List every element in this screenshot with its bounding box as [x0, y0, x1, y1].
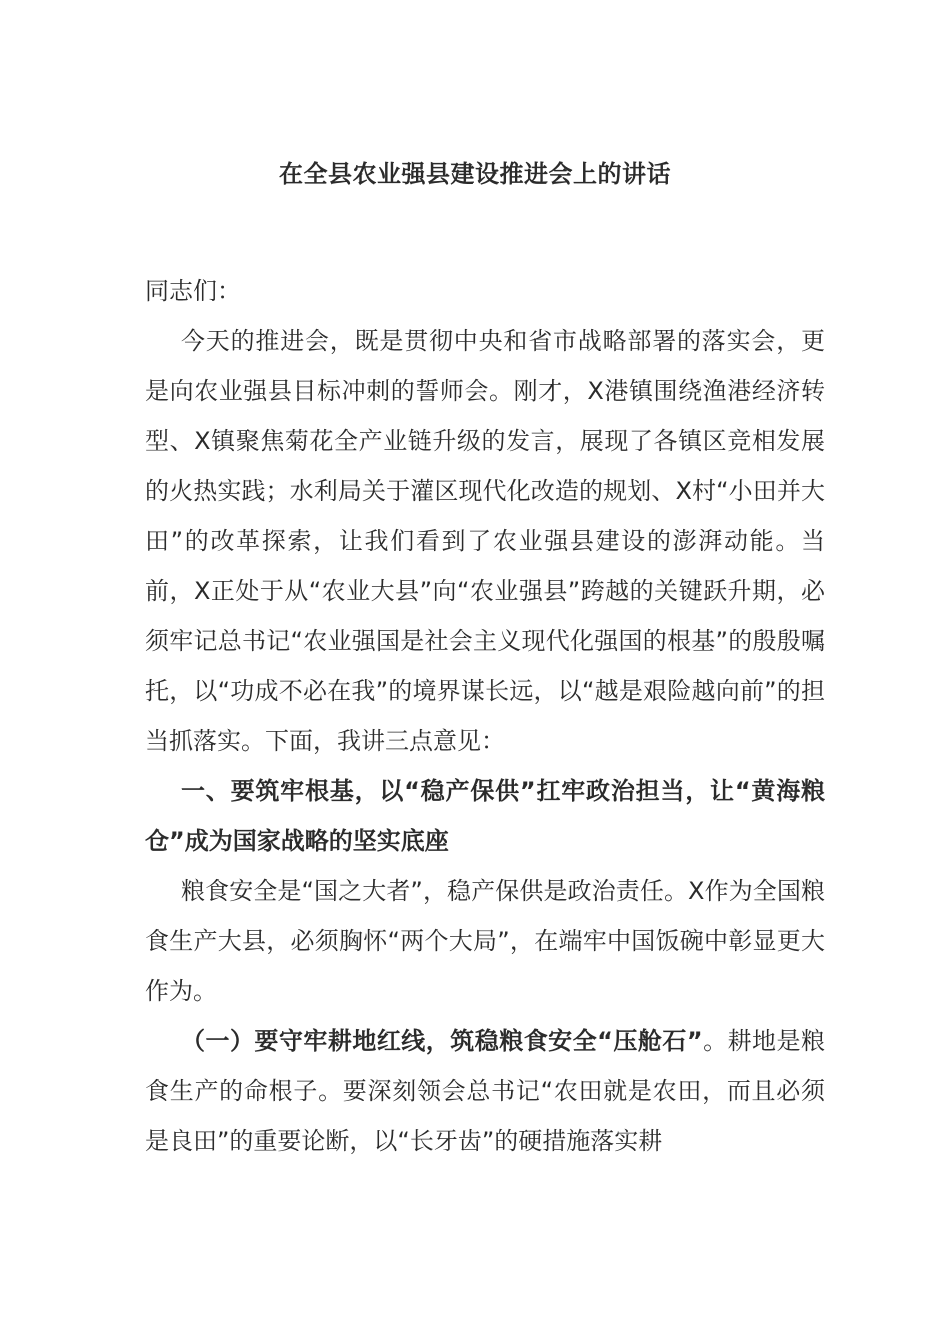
section-1-heading: 一、要筑牢根基，以“稳产保供”扛牢政治担当，让“黄海粮仓”成为国家战略的坚实底座: [145, 777, 825, 855]
document-title: 在全县农业强县建设推进会上的讲话: [279, 160, 671, 188]
subsection-1-paragraph: [145, 1016, 825, 1166]
salutation: 同志们：: [145, 277, 241, 305]
subsection-1-lead: （一）要守牢耕地红线，筑稳粮食安全“压舱石”: [181, 1027, 703, 1055]
section-1-paragraph: 粮食安全是“国之大者”，稳产保供是政治责任。X作为全国粮食生产大县，必须胸怀“两个大局”，在端牢中国饭碗中彰显更大作为。: [145, 877, 825, 1005]
intro-paragraph: 今天的推进会，既是贯彻中央和省市战略部署的落实会，更是向农业强县目标冲刺的誓师会。刚才，X港镇围绕渔港经济转型、X镇聚焦菊花全产业链升级的发言，展现了各镇区竞相发展的火热实践；水利局关于灌区现代化改造的规划、X村“小田并大田”的改革探索，让我们看到了农业强县建设的澎湃动能。当前，X正处于从“农业大县”向“农业强县”跨越的关键跃升期，必须牢记总书记“农业强国是社会主义现代化强国的根基”的殷殷嘱托，以“功成不必在我”的境界谋长远，以“越是艰险越向前”的担当抓落实。下面，我讲三点意见：: [145, 327, 825, 755]
document-body: [145, 266, 825, 1166]
subsection-1-text: 。耕地是粮食生产的命根子。要深刻领会总书记“农田就是农田，而且必须是良田”的重要论断，以“长牙齿”的硬措施落实耕: [145, 1027, 826, 1155]
